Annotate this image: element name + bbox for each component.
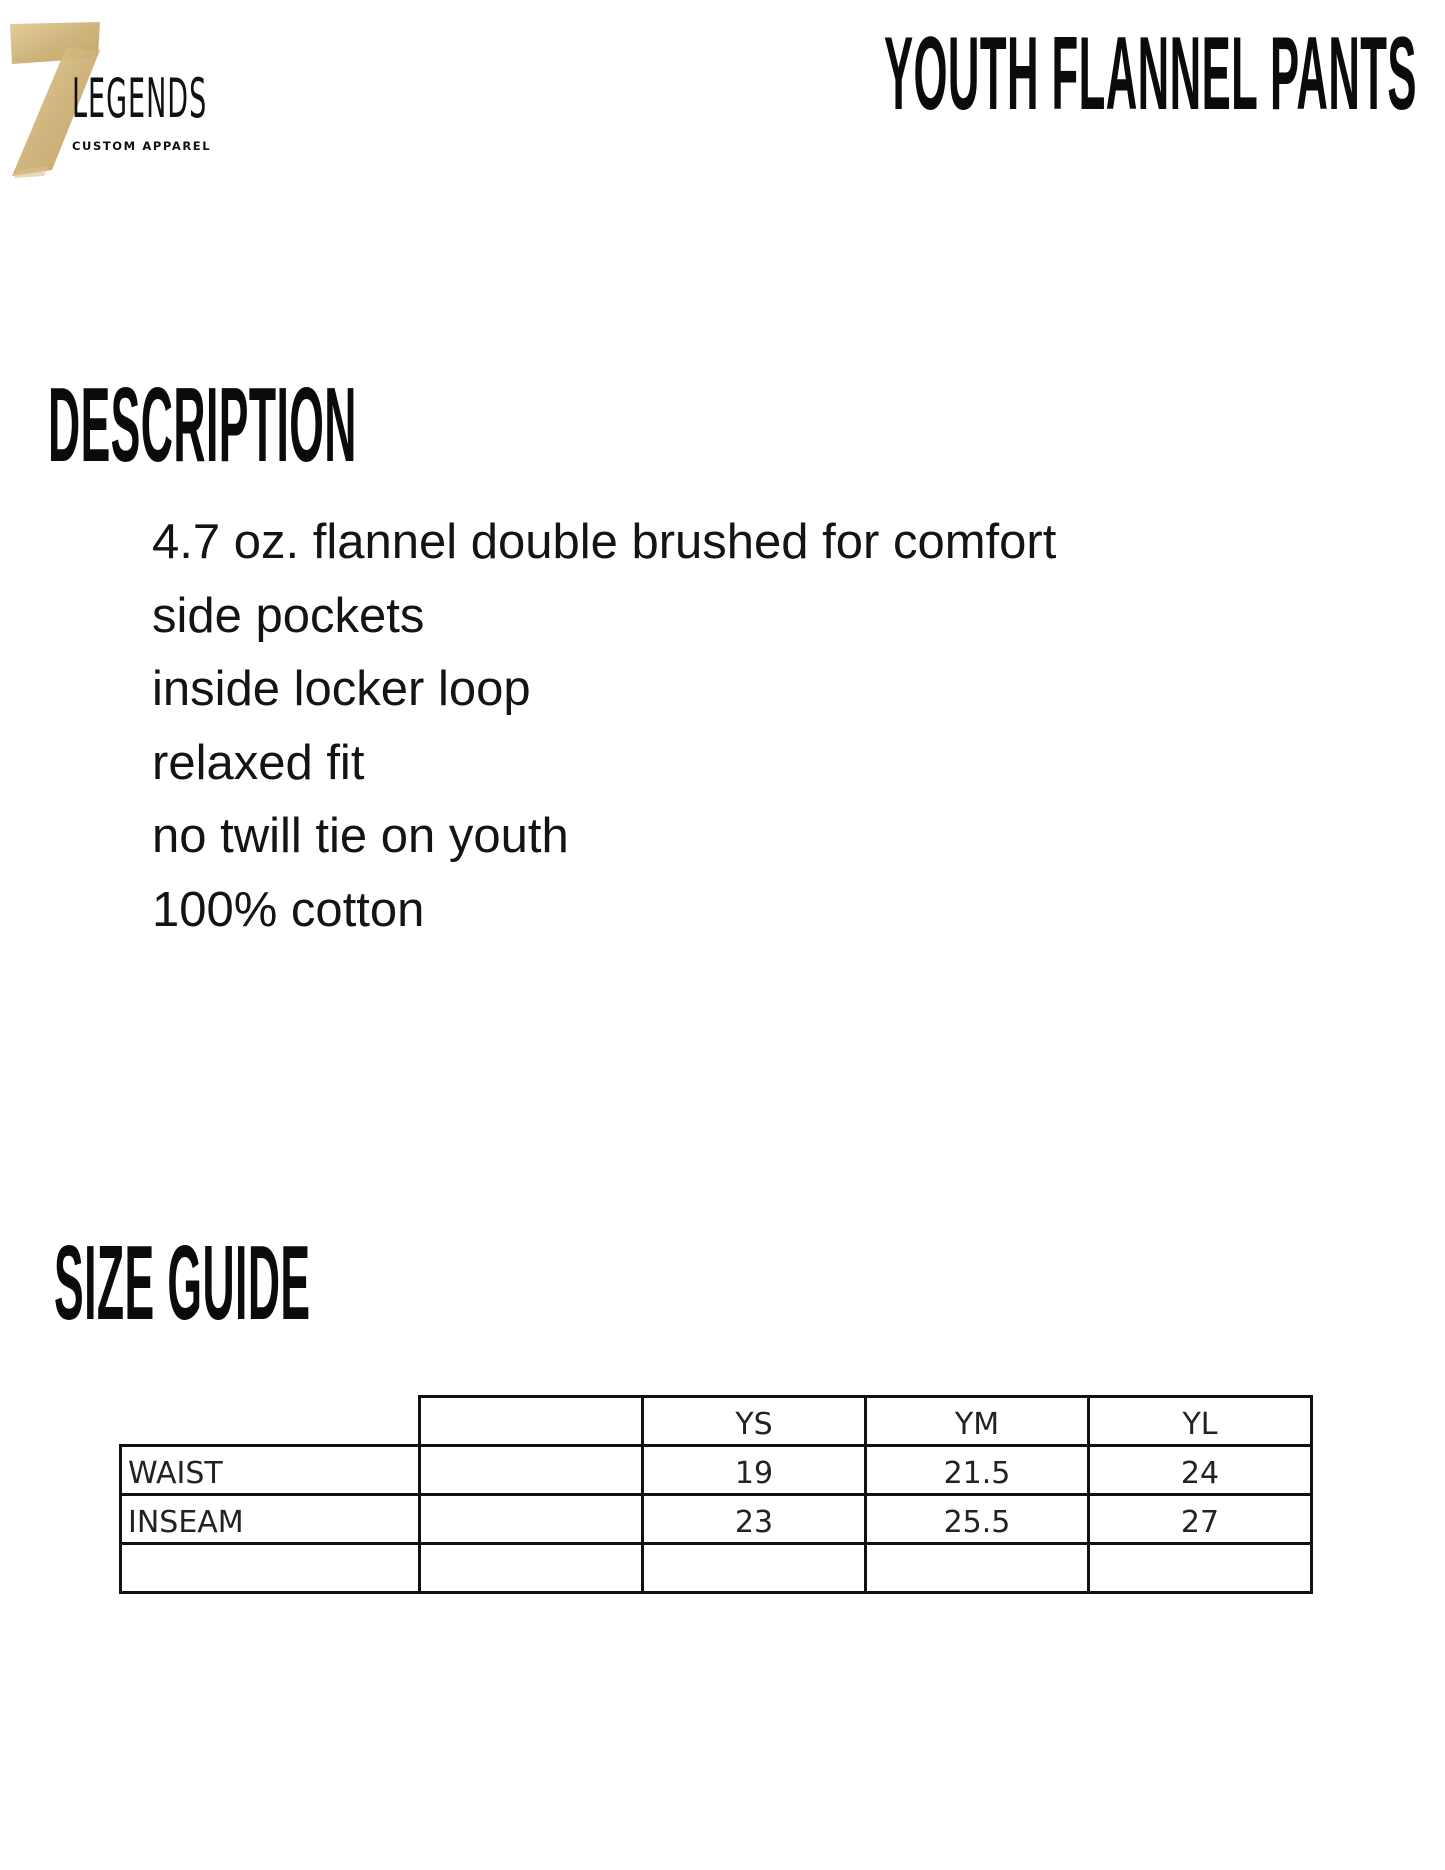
brand-logo (8, 20, 248, 180)
list-item: 4.7 oz. flannel double brushed for comfort (152, 515, 1057, 569)
table-header-cell (121, 1397, 420, 1446)
table-header-cell: YS (643, 1397, 866, 1446)
table-row-label: WAIST (121, 1446, 420, 1495)
description-list (152, 506, 1056, 947)
table-cell: 23 (643, 1495, 866, 1544)
table-header-cell (420, 1397, 643, 1446)
list-item: 100% cotton (152, 882, 425, 937)
table-cell (420, 1446, 643, 1495)
list-item: inside locker loop (152, 662, 531, 716)
table-cell (1089, 1544, 1312, 1593)
table-cell (643, 1544, 866, 1593)
list-item: no twill tie on youth (152, 809, 569, 863)
table-row (121, 1446, 1312, 1495)
table-cell: 27 (1089, 1495, 1312, 1544)
table-header-cell: YL (1089, 1397, 1312, 1446)
size-guide-heading: SIZE GUIDE (54, 1224, 311, 1342)
table-cell (866, 1544, 1089, 1593)
table-cell: 24 (1089, 1446, 1312, 1495)
table-header-cell: YM (866, 1397, 1089, 1446)
table-row-label (121, 1544, 420, 1593)
table-header-row (121, 1397, 1312, 1446)
table-cell: 21.5 (866, 1446, 1089, 1495)
page-title: YOUTH FLANNEL PANTS (884, 16, 1417, 132)
table-cell (420, 1544, 643, 1593)
table-row-label: INSEAM (121, 1495, 420, 1544)
table-cell: 25.5 (866, 1495, 1089, 1544)
description-heading: DESCRIPTION (48, 366, 357, 484)
logo-wordmark: LEGENDS (72, 67, 208, 130)
list-item: relaxed fit (152, 735, 365, 790)
table-row (121, 1495, 1312, 1544)
table-cell (420, 1495, 643, 1544)
table-row (121, 1544, 1312, 1593)
list-item: side pockets (152, 588, 425, 643)
logo-tagline: CUSTOM APPAREL (72, 139, 212, 153)
table-cell: 19 (643, 1446, 866, 1495)
size-guide-table (119, 1395, 1313, 1594)
